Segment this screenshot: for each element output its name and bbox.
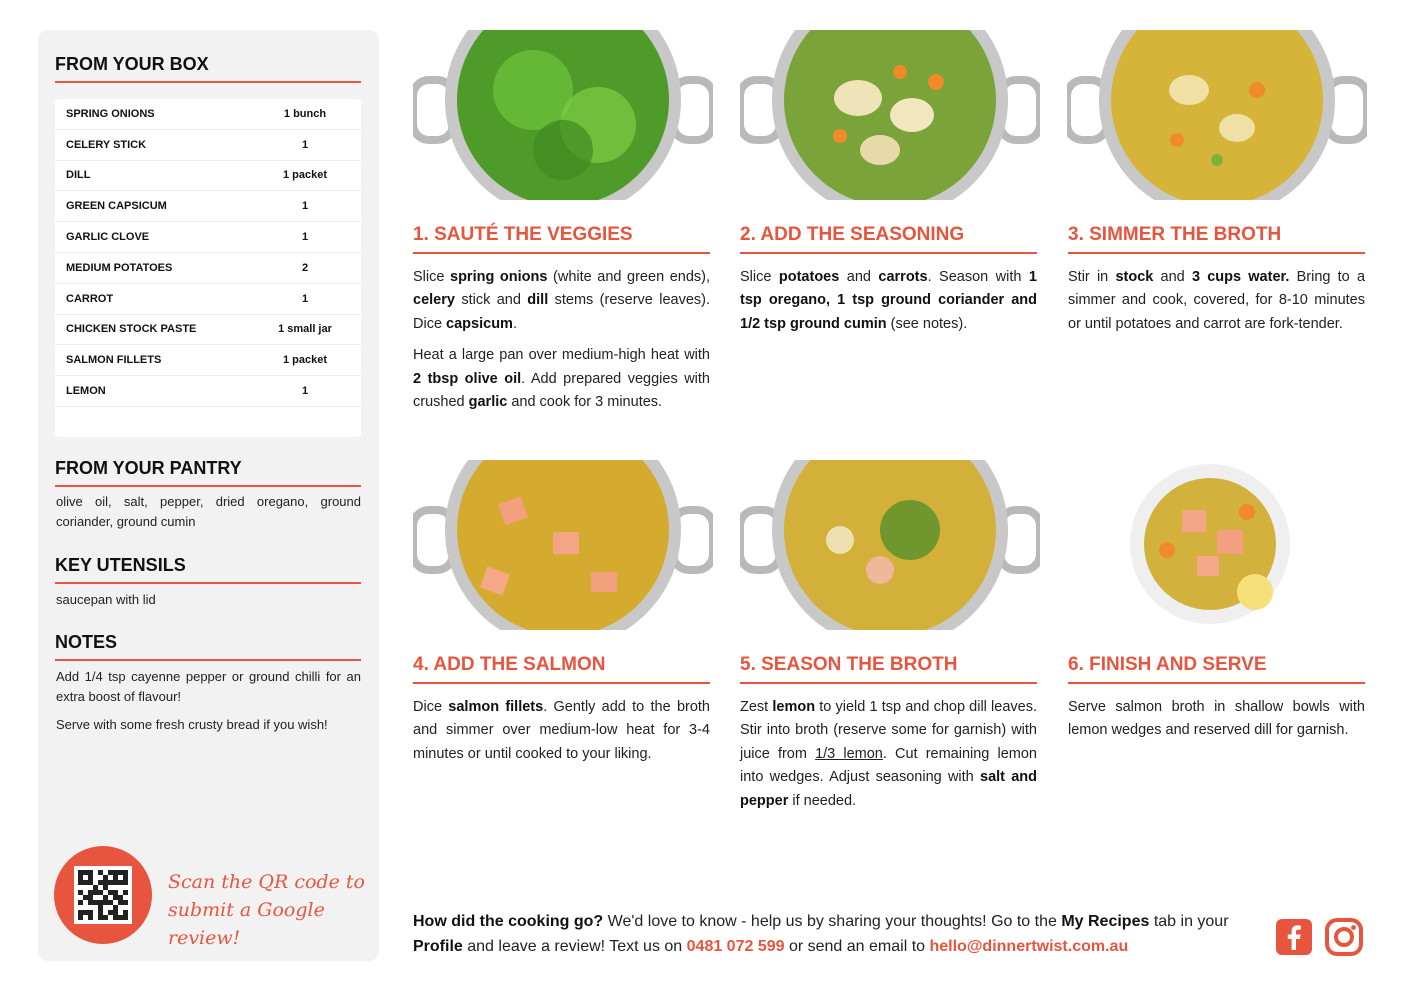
my-recipes-label: My Recipes (1061, 913, 1150, 930)
phone-link[interactable]: 0481 072 599 (686, 938, 785, 955)
ingredient-name: GARLIC CLOVE (66, 231, 150, 244)
footer-text-2: tab in your (1149, 913, 1229, 930)
ingredient-qty: 1 (301, 138, 309, 151)
ingredient-qty: 1 (301, 231, 309, 244)
email-link[interactable]: hello@dinnertwist.com.au (929, 938, 1129, 955)
ingredient-name: CHICKEN STOCK PASTE (66, 323, 197, 336)
ingredient-qty: 1 bunch (283, 107, 327, 120)
instagram-icon[interactable] (1325, 918, 1363, 956)
ingredient-name: GREEN CAPSICUM (66, 200, 167, 213)
step-4-text (413, 696, 710, 774)
profile-label: Profile (413, 938, 463, 955)
ingredients-table (55, 99, 361, 437)
step-2-text (740, 266, 1037, 344)
footer-text-3: and leave a review! Text us on (462, 938, 687, 955)
ingredient-row (55, 161, 361, 192)
ingredient-row (55, 99, 361, 130)
ingredient-qty: 1 (301, 292, 309, 305)
ingredient-qty: 2 (301, 261, 309, 274)
ingredient-qty: 1 packet (282, 169, 328, 182)
step-5-image (740, 460, 1040, 630)
utensils-heading: KEY UTENSILS (55, 555, 361, 584)
ingredient-row (55, 222, 361, 253)
facebook-icon[interactable] (1275, 918, 1313, 956)
ingredient-qty: 1 small jar (278, 323, 332, 336)
qr-caption-line-2: submit a Google review! (168, 899, 325, 949)
ingredient-row (55, 376, 361, 407)
ingredient-row (55, 284, 361, 315)
notes-heading: NOTES (55, 632, 361, 661)
step-paragraph: Zest lemon to yield 1 tsp and chop dill leaves. Stir into broth (reserve some for garnish) with juice from 1/3 lemon. Cut remaining lemon into wedges. Adjust seasoning with salt and pepper if needed. (740, 699, 1038, 809)
step-6-text (1068, 696, 1365, 751)
utensils-text: saucepan with lid (56, 592, 156, 607)
footer-text-1: We'd love to know - help us by sharing your thoughts! Go to the (603, 913, 1062, 930)
ingredient-qty: 1 (301, 385, 309, 398)
footer-text-4: or send an email to (784, 938, 930, 955)
step-paragraph: Slice potatoes and carrots. Season with 1 tsp oregano, 1 tsp ground coriander and 1/2 tsp ground cumin (see notes). (740, 269, 1037, 332)
footer-question: How did the cooking go? (413, 913, 604, 930)
qr-code-badge[interactable] (54, 846, 152, 944)
step-paragraph: Dice salmon fillets. Gently add to the broth and simmer over medium-low heat for 3-4 minutes or until cooked to your liking. (413, 699, 710, 762)
ingredient-name: SALMON FILLETS (66, 354, 162, 367)
step-paragraph: Slice spring onions (white and green ends), celery stick and dill stems (reserve leaves). Dice capsicum. (413, 269, 711, 332)
step-5-title: 5. SEASON THE BROTH (740, 654, 1037, 684)
ingredient-row (55, 191, 361, 222)
pantry-text: olive oil, salt, pepper, dried oregano, ground coriander, ground cumin (56, 494, 361, 529)
step-1-image (413, 30, 713, 200)
ingredient-name: CELERY STICK (66, 138, 147, 151)
ingredient-row (55, 315, 361, 346)
qr-code-icon[interactable] (74, 866, 132, 924)
step-paragraph: Heat a large pan over medium-high heat with 2 tbsp olive oil. Add prepared veggies with crushed garlic and cook for 3 minutes. (413, 347, 710, 411)
ingredient-qty: 1 (301, 200, 309, 213)
step-3-image (1067, 30, 1367, 200)
ingredient-name: CARROT (66, 292, 114, 305)
ingredient-qty: 1 packet (282, 354, 328, 367)
step-paragraph: Serve salmon broth in shallow bowls with lemon wedges and reserved dill for garnish. (1068, 699, 1365, 739)
ingredient-row (55, 130, 361, 161)
step-1-title: 1. SAUTÉ THE VEGGIES (413, 224, 710, 254)
qr-caption-line-1: Scan the QR code to (168, 871, 365, 893)
ingredient-name: LEMON (66, 385, 106, 398)
box-heading: FROM YOUR BOX (55, 54, 361, 83)
review-footer (413, 909, 1258, 959)
pantry-heading: FROM YOUR PANTRY (55, 458, 361, 487)
ingredients-sidebar (38, 30, 379, 961)
note-line-1: Add 1/4 tsp cayenne pepper or ground chilli for an extra boost of flavour! (56, 669, 361, 704)
step-5-text (740, 696, 1037, 821)
step-3-title: 3. SIMMER THE BROTH (1068, 224, 1365, 254)
step-4-image (413, 460, 713, 630)
qr-caption (168, 868, 368, 952)
ingredient-name: MEDIUM POTATOES (66, 261, 173, 274)
ingredient-row (55, 253, 361, 284)
ingredient-row (55, 345, 361, 376)
step-1-text (413, 266, 710, 422)
step-3-text (1068, 266, 1365, 344)
step-6-title: 6. FINISH AND SERVE (1068, 654, 1365, 684)
note-line-2: Serve with some fresh crusty bread if you wish! (56, 717, 328, 732)
step-2-title: 2. ADD THE SEASONING (740, 224, 1037, 254)
step-6-image (1067, 460, 1367, 630)
ingredient-name: DILL (66, 169, 91, 182)
step-4-title: 4. ADD THE SALMON (413, 654, 710, 684)
step-2-image (740, 30, 1040, 200)
ingredient-name: SPRING ONIONS (66, 107, 155, 120)
step-paragraph: Stir in stock and 3 cups water. Bring to a simmer and cook, covered, for 8-10 minutes or until potatoes and carrot are fork-tender. (1068, 269, 1366, 332)
